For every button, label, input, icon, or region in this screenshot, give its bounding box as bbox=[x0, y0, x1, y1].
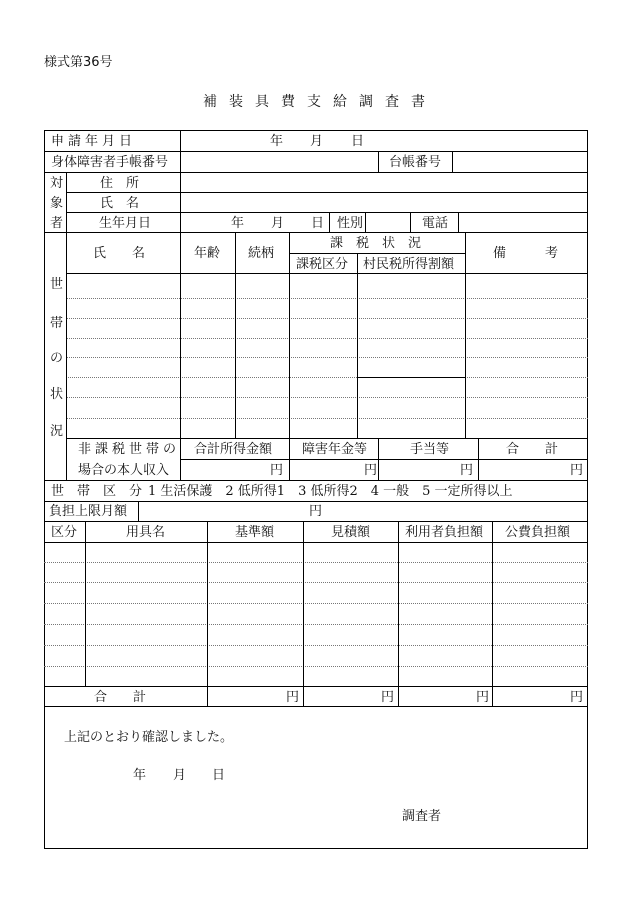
items-col-standard: 基準額 bbox=[235, 525, 275, 540]
nontax-col-total-income: 合計所得金額 bbox=[194, 442, 273, 457]
nontax-col-allowance: 手当等 bbox=[410, 442, 450, 457]
items-col-estimate: 見積額 bbox=[331, 525, 371, 540]
household-category-options: 1 生活保護 2 低所得1 3 低所得2 4 一般 5 一定所得以上 bbox=[148, 484, 513, 499]
application-year-unit: 年 bbox=[270, 134, 284, 149]
confirm-year-unit: 年 bbox=[133, 768, 147, 783]
application-date-label: 申請年月日 bbox=[51, 134, 137, 149]
confirmation-text: 上記のとおり確認しました。 bbox=[64, 730, 234, 745]
household-col-name: 氏 名 bbox=[93, 246, 146, 261]
subject-label-2: 象 bbox=[50, 196, 64, 211]
name-label: 氏 名 bbox=[100, 196, 140, 211]
nontax-yen-3: 円 bbox=[460, 463, 474, 478]
subject-label-1: 対 bbox=[50, 176, 64, 191]
page-title: 補装具費支給調査書 bbox=[203, 94, 437, 110]
confirm-day-unit: 日 bbox=[212, 768, 226, 783]
burden-limit-label: 負担上限月額 bbox=[49, 504, 128, 519]
nontax-yen-4: 円 bbox=[570, 463, 584, 478]
birth-month-unit: 月 bbox=[271, 216, 285, 231]
nontax-col-total: 合 計 bbox=[506, 442, 559, 457]
items-total-yen-1: 円 bbox=[286, 690, 300, 705]
items-col-category: 区分 bbox=[51, 525, 78, 540]
nontax-yen-1: 円 bbox=[270, 463, 284, 478]
nontax-col-disability-pension: 障害年金等 bbox=[302, 442, 368, 457]
phone-label: 電話 bbox=[422, 216, 449, 231]
birth-day-unit: 日 bbox=[311, 216, 325, 231]
household-col-relation: 続柄 bbox=[248, 246, 275, 261]
items-total-yen-3: 円 bbox=[476, 690, 490, 705]
household-col-tax-class: 課税区分 bbox=[296, 257, 349, 272]
form-number: 様式第36号 bbox=[44, 55, 113, 70]
confirm-month-unit: 月 bbox=[173, 768, 187, 783]
items-col-user-burden: 利用者負担額 bbox=[405, 525, 484, 540]
nontax-label-line1: 非課税世帯の bbox=[78, 442, 181, 457]
disability-handbook-label: 身体障害者手帳番号 bbox=[51, 155, 169, 170]
household-label-1: 世 bbox=[50, 277, 64, 292]
items-total-yen-4: 円 bbox=[570, 690, 584, 705]
birth-year-unit: 年 bbox=[231, 216, 245, 231]
nontax-yen-2: 円 bbox=[364, 463, 378, 478]
household-col-remarks: 備 考 bbox=[493, 246, 559, 261]
nontax-label-line2: 場合の本人収入 bbox=[78, 463, 170, 478]
household-label-4: 状 bbox=[50, 387, 64, 402]
application-month-unit: 月 bbox=[310, 134, 324, 149]
investigator-label: 調査者 bbox=[402, 809, 442, 824]
sex-label: 性別 bbox=[337, 216, 364, 231]
items-total-yen-2: 円 bbox=[381, 690, 395, 705]
address-label: 住 所 bbox=[100, 176, 140, 191]
items-total-label: 合 計 bbox=[94, 690, 147, 705]
household-label-5: 況 bbox=[50, 424, 64, 439]
household-category-label: 世 帯 区 分 bbox=[51, 484, 143, 499]
household-label-3: の bbox=[50, 351, 64, 366]
subject-label-3: 者 bbox=[50, 216, 64, 231]
application-day-unit: 日 bbox=[351, 134, 365, 149]
household-label-2: 帯 bbox=[50, 316, 64, 331]
items-col-item-name: 用具名 bbox=[126, 525, 166, 540]
ledger-number-label: 台帳番号 bbox=[389, 155, 442, 170]
household-col-age: 年齢 bbox=[194, 246, 221, 261]
items-col-public-burden: 公費負担額 bbox=[505, 525, 571, 540]
burden-limit-yen: 円 bbox=[309, 504, 323, 519]
household-col-tax-status: 課 税 状 況 bbox=[330, 236, 422, 251]
birthdate-label: 生年月日 bbox=[99, 216, 152, 231]
household-col-village-tax: 村民税所得割額 bbox=[363, 257, 455, 272]
